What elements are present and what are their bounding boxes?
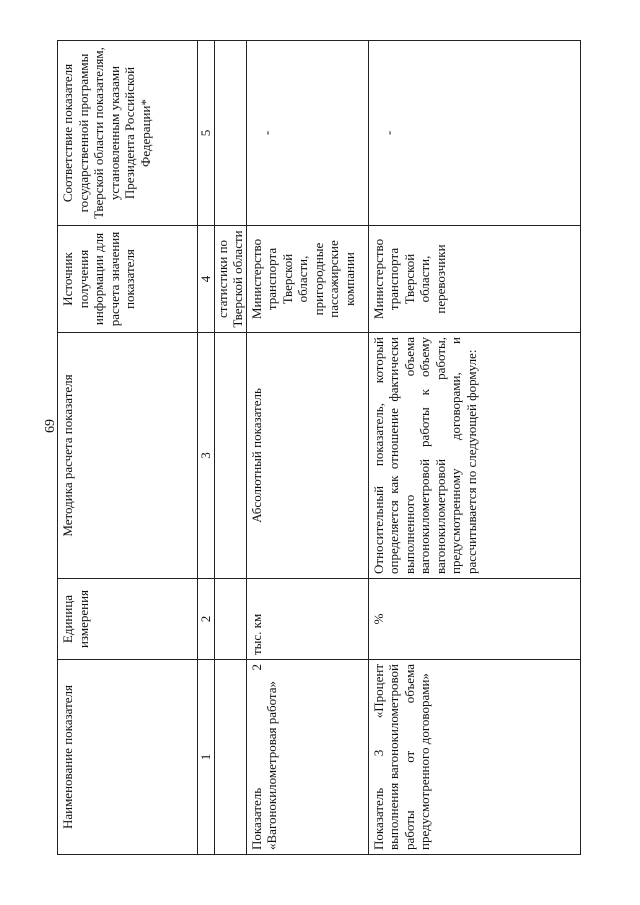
- header-row: [58, 41, 198, 855]
- indicator-table: [57, 40, 581, 855]
- indicator-table-container: [57, 40, 581, 855]
- header-unit: Единица измерения: [58, 579, 198, 660]
- page-number: 69: [43, 419, 58, 433]
- cell-unit: тыс. км: [246, 579, 368, 660]
- header-compliance: Соответствие показателя государственной программы Тверской области показателям, установленным указами Президента Российской Федерации*: [58, 41, 198, 226]
- cell-indicator-name: Показатель 3 «Процент выполнения вагонокилометровой работы от объема предусмотренного договорами»: [368, 660, 581, 855]
- column-number: 1: [198, 660, 215, 855]
- column-number: 3: [198, 333, 215, 579]
- table-row: [246, 41, 368, 855]
- column-number-row: [198, 41, 215, 855]
- cell-compliance: -: [368, 41, 581, 226]
- column-number: 4: [198, 226, 215, 333]
- cell-source-continuation: статистики по Тверской области: [214, 226, 246, 333]
- header-source: Источник получения информации для расчета значения показателя: [58, 226, 198, 333]
- cell-compliance: -: [246, 41, 368, 226]
- rotated-table: [57, 40, 581, 855]
- continuation-row: [214, 41, 246, 855]
- cell-method: Абсолютный показатель: [246, 333, 368, 579]
- cell-empty: [214, 41, 246, 226]
- cell-empty: [214, 579, 246, 660]
- header-name: Наименование показателя: [58, 660, 198, 855]
- cell-source: Министерство транспорта Тверской области, перевозчики: [368, 226, 581, 333]
- header-method: Методика расчета показателя: [58, 333, 198, 579]
- cell-method: Относительный показатель, который определяется как отношение фактически выполненного объема вагонокилометровой работы к объему вагонокилометровой работы, предусмотренному договорами, и рассчитывается по следующей формуле:: [368, 333, 581, 579]
- column-number: 2: [198, 579, 215, 660]
- cell-source: Министерство транспорта Тверской области, пригородные пассажирские компании: [246, 226, 368, 333]
- cell-empty: [214, 333, 246, 579]
- table-row: [368, 41, 581, 855]
- cell-unit: %: [368, 579, 581, 660]
- cell-empty: [214, 660, 246, 855]
- column-number: 5: [198, 41, 215, 226]
- cell-indicator-name: Показатель 2 «Вагонокилометровая работа»: [246, 660, 368, 855]
